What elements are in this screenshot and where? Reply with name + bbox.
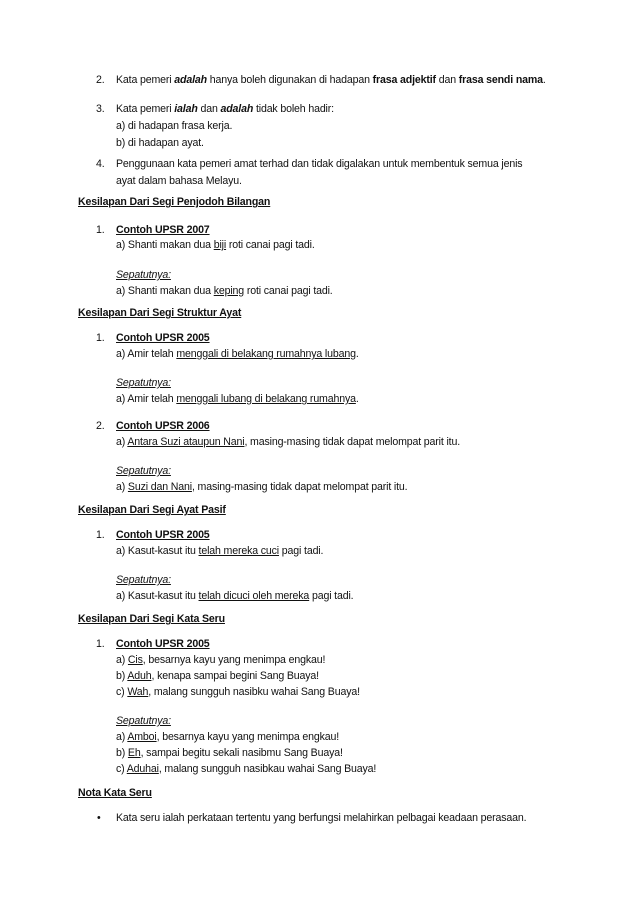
rule-subline: a) di hadapan frasa kerja. (116, 120, 233, 132)
sepatutnya-label: Sepatutnya: (116, 574, 171, 586)
example-title: Contoh UPSR 2007 (116, 224, 210, 236)
rule-text: Kata pemeri ialah dan adalah tidak boleh hadir: a) di hadapan frasa kerja. b) di hadapan ayat. (116, 101, 566, 152)
correct-sentence: a) Kasut-kasut itu telah dicuci oleh mereka pagi tadi. (116, 590, 354, 602)
nota-text: Kata seru ialah perkataan tertentu yang berfungsi melahirkan pelbagai keadaan perasaan. (116, 812, 527, 824)
wrong-sentence: a) Kasut-kasut itu telah mereka cuci pagi tadi. (116, 545, 324, 557)
correct-sentence: a) Suzi dan Nani, masing-masing tidak dapat melompat parit itu. (116, 481, 408, 493)
wrong-sentence: b) Aduh, kenapa sampai begini Sang Buaya! (116, 670, 319, 682)
section-heading-penjodoh: Kesilapan Dari Segi Penjodoh Bilangan (78, 196, 271, 208)
rule-number: 4. (96, 158, 105, 170)
example-title: Contoh UPSR 2005 (116, 529, 210, 541)
bullet-icon: • (97, 812, 101, 824)
rule-subline: b) di hadapan ayat. (116, 137, 204, 149)
correct-sentence: a) Amboi, besarnya kayu yang menimpa engkau! (116, 731, 340, 743)
sepatutnya-label: Sepatutnya: (116, 465, 171, 477)
rule-number: 3. (96, 103, 105, 115)
example-title: Contoh UPSR 2005 (116, 638, 210, 650)
section-heading-pasif: Kesilapan Dari Segi Ayat Pasif (78, 504, 226, 516)
correct-sentence: c) Aduhai, malang sungguh nasibkau wahai Sang Buaya! (116, 763, 377, 775)
sepatutnya-label: Sepatutnya: (116, 377, 171, 389)
document-page: 2. Kata pemeri adalah hanya boleh digunakan di hadapan frasa adjektif dan frasa sendi nama. 3. Kata pemeri ialah dan adalah tidak boleh hadir: a) di hadapan frasa kerja. b) di hadapan ayat. 4. Penggunaan kata pemeri amat terhad dan tidak digalakan untuk membentuk semua jenis ayat dalam bahasa Melayu. Kesilapan Dari Segi Penjodoh Bilangan 1. Contoh UPSR 2007 a) Shanti makan dua biji roti canai pagi tadi. Sepatutnya: a) Shanti makan dua keping roti canai pagi tadi. Kesilapan Dari Segi Struktur Ayat 1. Contoh UPSR 2005 a) Amir telah menggali di belakang rumahnya lubang. Sepatutnya: a) Amir telah menggali lubang di belakang rumahnya. 2. Contoh UPSR 2006 a) Antara Suzi ataupun Nani, masing-masing tidak dapat melompat parit itu. Sepatutnya: a) Suzi dan Nani, masing-masing tidak dapat melompat parit itu. Kesilapan Dari Segi Ayat Pasif 1. Contoh UPSR 2005 a) Kasut-kasut itu telah mereka cuci pagi tadi. Sepatutnya: a) Kasut-kasut itu telah dicuci oleh mereka pagi tadi. Kesilapan Dari Segi Kata Seru 1. Contoh UPSR 2005 a) Cis, besarnya kayu yang menimpa engkau! b) Aduh, kenapa sampai begini Sang Buaya! c) Wah, malang sungguh nasibku wahai Sang Buaya! Sepatutnya: a) Amboi, besarnya kayu yang menimpa engkau! b) Eh, sampai begitu sekali nasibmu Sang Buaya! c) Aduhai, malang sungguh nasibkau wahai Sang Buaya! Nota Kata Seru • Kata seru ialah perkataan tertentu yang berfungsi melahirkan pelbagai keadaan perasaan. (0, 0, 638, 903)
wrong-sentence: c) Wah, malang sungguh nasibku wahai Sang Buaya! (116, 686, 360, 698)
section-heading-seru: Kesilapan Dari Segi Kata Seru (78, 613, 225, 625)
section-heading-nota: Nota Kata Seru (78, 787, 152, 799)
wrong-sentence: a) Cis, besarnya kayu yang menimpa engkau! (116, 654, 326, 666)
wrong-sentence: a) Amir telah menggali di belakang rumahnya lubang. (116, 348, 359, 360)
correct-sentence: a) Shanti makan dua keping roti canai pagi tadi. (116, 285, 333, 297)
sepatutnya-label: Sepatutnya: (116, 269, 171, 281)
rule-number: 2. (96, 74, 105, 86)
correct-sentence: a) Amir telah menggali lubang di belakang rumahnya. (116, 393, 359, 405)
wrong-sentence: a) Shanti makan dua biji roti canai pagi tadi. (116, 239, 315, 251)
rule-text: Kata pemeri adalah hanya boleh digunakan di hadapan frasa adjektif dan frasa sendi nama. (116, 74, 546, 86)
section-heading-struktur: Kesilapan Dari Segi Struktur Ayat (78, 307, 242, 319)
example-title: Contoh UPSR 2006 (116, 420, 210, 432)
rule-text: Penggunaan kata pemeri amat terhad dan tidak digalakan untuk membentuk semua jenis ayat dalam bahasa Melayu. (116, 158, 523, 187)
example-title: Contoh UPSR 2005 (116, 332, 210, 344)
correct-sentence: b) Eh, sampai begitu sekali nasibmu Sang Buaya! (116, 747, 343, 759)
sepatutnya-label: Sepatutnya: (116, 715, 171, 727)
wrong-sentence: a) Antara Suzi ataupun Nani, masing-masing tidak dapat melompat parit itu. (116, 436, 460, 448)
